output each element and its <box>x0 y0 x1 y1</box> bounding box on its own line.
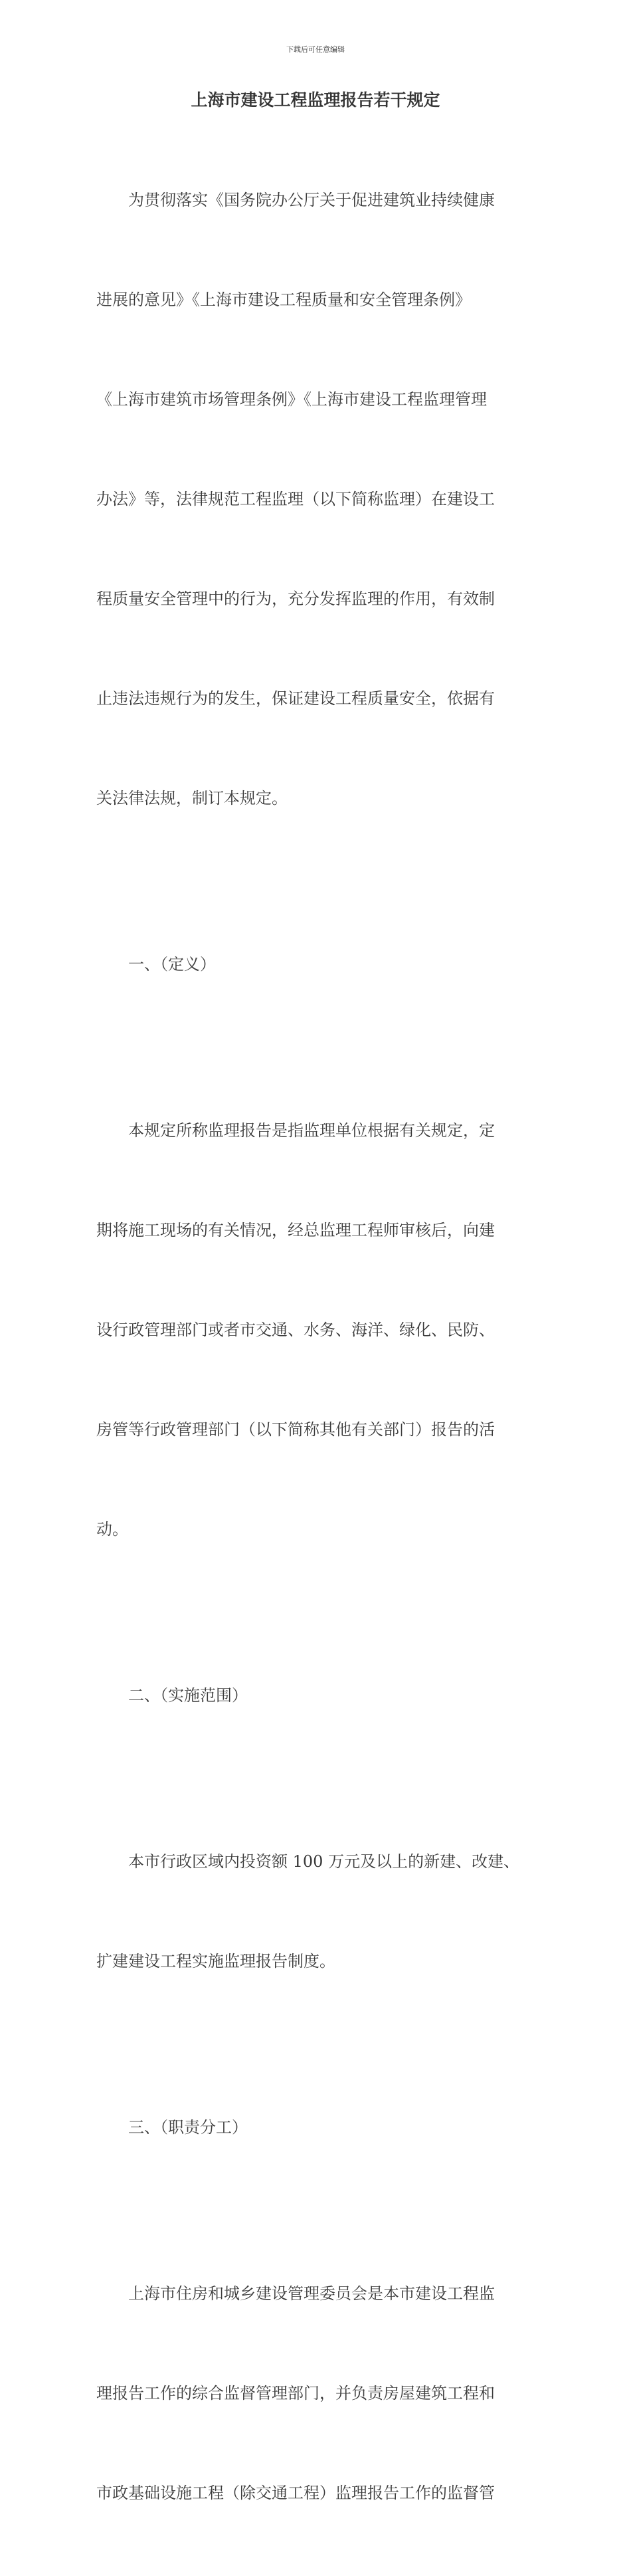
text-line: 动。 <box>96 1520 128 1539</box>
section-heading-definition <box>96 881 528 1047</box>
text-line: 二、（实施范围） <box>128 1686 248 1705</box>
text-line: 设行政管理部门或者市交通、水务、海洋、绿化、民防、 <box>96 1321 495 1339</box>
section-heading-scope <box>96 1612 528 1778</box>
text-line: 三、（职责分工） <box>128 2118 248 2137</box>
text-line: 止违法违规行为的发生，保证建设工程质量安全，依据有 <box>96 689 495 708</box>
text-line: 《上海市建筑市场管理条例》《上海市建设工程监理管理 <box>96 390 487 409</box>
text-line: 理报告工作的综合监督管理部门，并负责房屋建筑工程和 <box>96 2384 495 2403</box>
text-line: 上海市住房和城乡建设管理委员会是本市建设工程监 <box>128 2284 495 2303</box>
text-line: 为贯彻落实《国务院办公厅关于促进建筑业持续健康 <box>128 191 495 209</box>
document-body <box>96 117 528 2576</box>
text-line: 一、（定义） <box>128 955 216 974</box>
text-line: 期将施工现场的有关情况，经总监理工程师审核后，向建 <box>96 1221 495 1239</box>
text-line: 关法律法规，制订本规定。 <box>96 789 288 807</box>
section-heading-responsibilities <box>96 2044 528 2210</box>
paragraph-definition <box>96 1047 528 1612</box>
text-line: 办法》等，法律规范工程监理（以下简称监理）在建设工 <box>96 490 495 508</box>
paragraph-intro <box>96 117 528 881</box>
text-line: 程质量安全管理中的行为，充分发挥监理的作用，有效制 <box>96 590 495 608</box>
text-line: 市政基础设施工程（除交通工程）监理报告工作的监督管 <box>96 2484 495 2502</box>
text-line: 本市行政区域内投资额 100 万元及以上的新建、改建、 <box>128 1852 520 1871</box>
text-line: 进展的意见》《上海市建设工程质量和安全管理条例》 <box>96 290 471 309</box>
text-line: 本规定所称监理报告是指监理单位根据有关规定，定 <box>128 1121 495 1140</box>
text-line: 房管等行政管理部门（以下简称其他有关部门）报告的活 <box>96 1420 495 1439</box>
paragraph-responsibilities <box>96 2210 528 2576</box>
header-note: 下载后可任意编辑 <box>286 45 345 54</box>
text-line: 扩建建设工程实施监理报告制度。 <box>96 1952 335 1971</box>
paragraph-scope <box>96 1778 528 2044</box>
document-title: 上海市建设工程监理报告若干规定 <box>191 90 440 110</box>
